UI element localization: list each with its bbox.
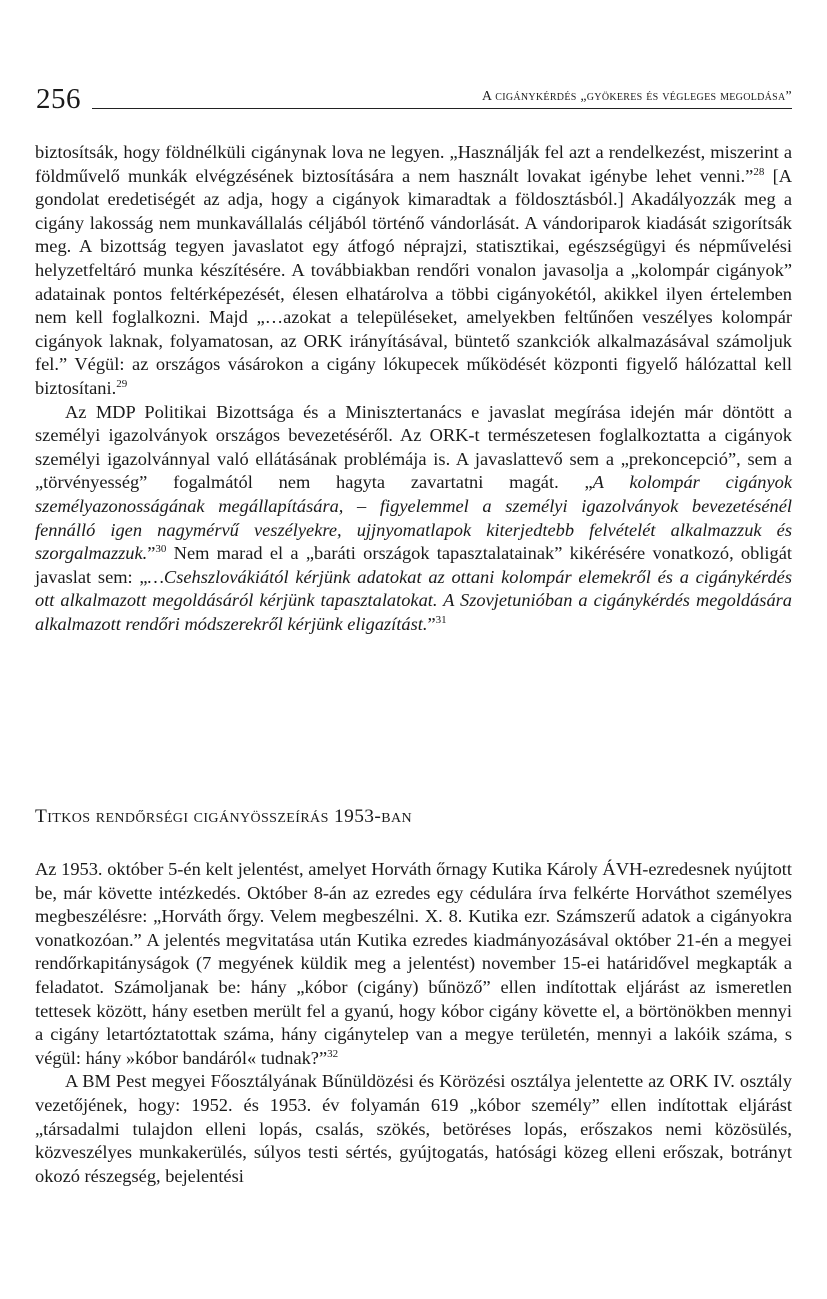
footnote-ref: 29 bbox=[116, 377, 128, 390]
paragraph: biztosítsák, hogy földnélküli cigánynak lova ne legyen. „Használják fel azt a rendelkezést, miszerint a földművelő munkák elvégzésének biztosítására a nem használt lovakat igénybe lehet venni.”$^{28}$ [A gondolat eredetiségét az adja, hogy a cigányok kimaradtak a földosztásból.] Akadályozzák meg a cigány lakosság nem munkavállalás céljából történő vándorlását. A vándoriparok kiadását szigorítsák meg. A bizottság tegyen javaslatot egy átfogó néprajzi, statisztikai, egészségügyi és népművelési helyzetfeltáró munka készítésére. A továbbiakban rendőri vonalon javasolja a „kolompár cigányok” adatainak pontos feltérképezését, élesen elhatárolva a többi cigányokétól, akikkel ilyen értelemben nem kell foglalkozni. Majd „…azokat a településeket, amelyekben feltűnően veszélyes kolompár cigányok laknak, folyamatosan, az ORK irányításával, büntető szankciók alkalmazásával számoljuk fel.” Végül: az országos vásárokon a cigány lókupecek működését központi figyelő hálózattal kell biztosítani.$^{29}$ bbox=[35, 142, 792, 398]
section-heading: Titkos rendőrségi cigányösszeírás 1953-ban bbox=[35, 806, 412, 827]
header-rule bbox=[92, 108, 792, 109]
quotation: …Csehszlovákiától kérjünk adatokat az ottani kolompár elemekről és a cigánykérdés ott alkalmazott megoldásáról kérjünk tapasztalatokat. A Szovjetunióban a cigánykérdés megoldására alkalmazott rendőri módszerekről kérjünk eligazítást. bbox=[35, 566, 792, 634]
footnote-ref: 30 bbox=[155, 543, 167, 556]
paragraph: Az MDP Politikai Bizottsága és a Minisztertanács e javaslat megírása idején már döntött a személyi igazolványok országos bevezetéséről. Az ORK-t természetesen foglalkoztatta a cigányok személyi igazolvánnyal való ellátásának problémája is. A javaslattevő sem a „prekoncepció”, sem a „törvényesség” fogalmától nem hagyta zavartatni magát. „A kolompár cigányok személyazonosságának megállapítására, – figyelemmel a személyi igazolványok bevezetésénél fennálló igen nagymérvű veszélyekre, ujjnyomatlapok kiterjedtebb felvételét alkalmazzuk és szorgalmazzuk.”$^{30}$ Nem marad el a „baráti országok tapasztalatainak” kikérésére vonatkozó, obligát javaslat sem: „…Csehszlovákiától kérjünk adatokat az ottani kolompár elemekről és a cigánykérdés ott alkalmazott megoldásáról kérjünk tapasztalatokat. A Szovjetunióban a cigánykérdés megoldására alkalmazott rendőri módszerekről kérjünk eligazítást.”$^{31}$ bbox=[35, 401, 792, 634]
quotation: A kolompár cigányok személyazonosságának megállapítására, – figyelemmel a személyi igazolványok bevezetésénél fennálló igen nagymérvű veszélyekre, ujjnyomatlapok kiterjedtebb felvételét alkalmazzuk és szorgalmazzuk. bbox=[35, 472, 792, 564]
paragraph: A BM Pest megyei Főosztályának Bűnüldözési és Körözési osztálya jelentette az ORK IV. osztály vezetőjének, hogy: 1952. és 1953. év folyamán 619 „kóbor személy” ellen indítottak eljárást „társadalmi tulajdon elleni lopás, csalás, szökés, betöréses lopás, erőszakos nemi közösülés, közveszélyes munkakerülés, súlyos testi sértés, gyújtogatás, hatósági közeg elleni erőszak, botrányt okozó részegség, bejelentési bbox=[35, 1071, 792, 1186]
body-text-bottom bbox=[35, 858, 792, 1188]
footnote-ref: 32 bbox=[327, 1047, 339, 1060]
body-text-top bbox=[35, 141, 792, 636]
footnote-ref: 31 bbox=[435, 613, 447, 626]
footnote-ref: 28 bbox=[753, 165, 765, 178]
paragraph: Az 1953. október 5-én kelt jelentést, amelyet Horváth őrnagy Kutika Károly ÁVH-ezredesnek nyújtott be, már követte intézkedés. Október 8-án az ezredes egy cédulára írva felkérte Horváthot személyes megbeszélésre: „Horváth őrgy. Velem megbeszélni. X. 8. Kutika ezr. Számszerű adatok a cigányokra vonatkozóan.” A jelentés megvitatása után Kutika ezredes kiadmányozásával október 21-én a megyei rendőrkapitányságok (7 megyének küldik meg a jelentést) november 15-ei határidővel megkapták a feladatot. Számoljanak be: hány „kóbor (cigány) bűnöző” ellen indítottak eljárást az ismeretlen tettesek között, hány esetben merült fel a gyanú, hogy kóbor cigány követte el, a börtönökben mennyi a cigány letartóztatottak száma, hány cigánytelep van a megye területén, mennyi a lakóik száma, s végül: hány »kóbor bandáról« tudnak?”$^{32}$ bbox=[35, 859, 792, 1068]
running-header bbox=[36, 78, 792, 118]
page-number: 256 bbox=[36, 83, 81, 115]
running-title: A cigánykérdés „gyökeres és végleges megoldása” bbox=[481, 88, 792, 103]
